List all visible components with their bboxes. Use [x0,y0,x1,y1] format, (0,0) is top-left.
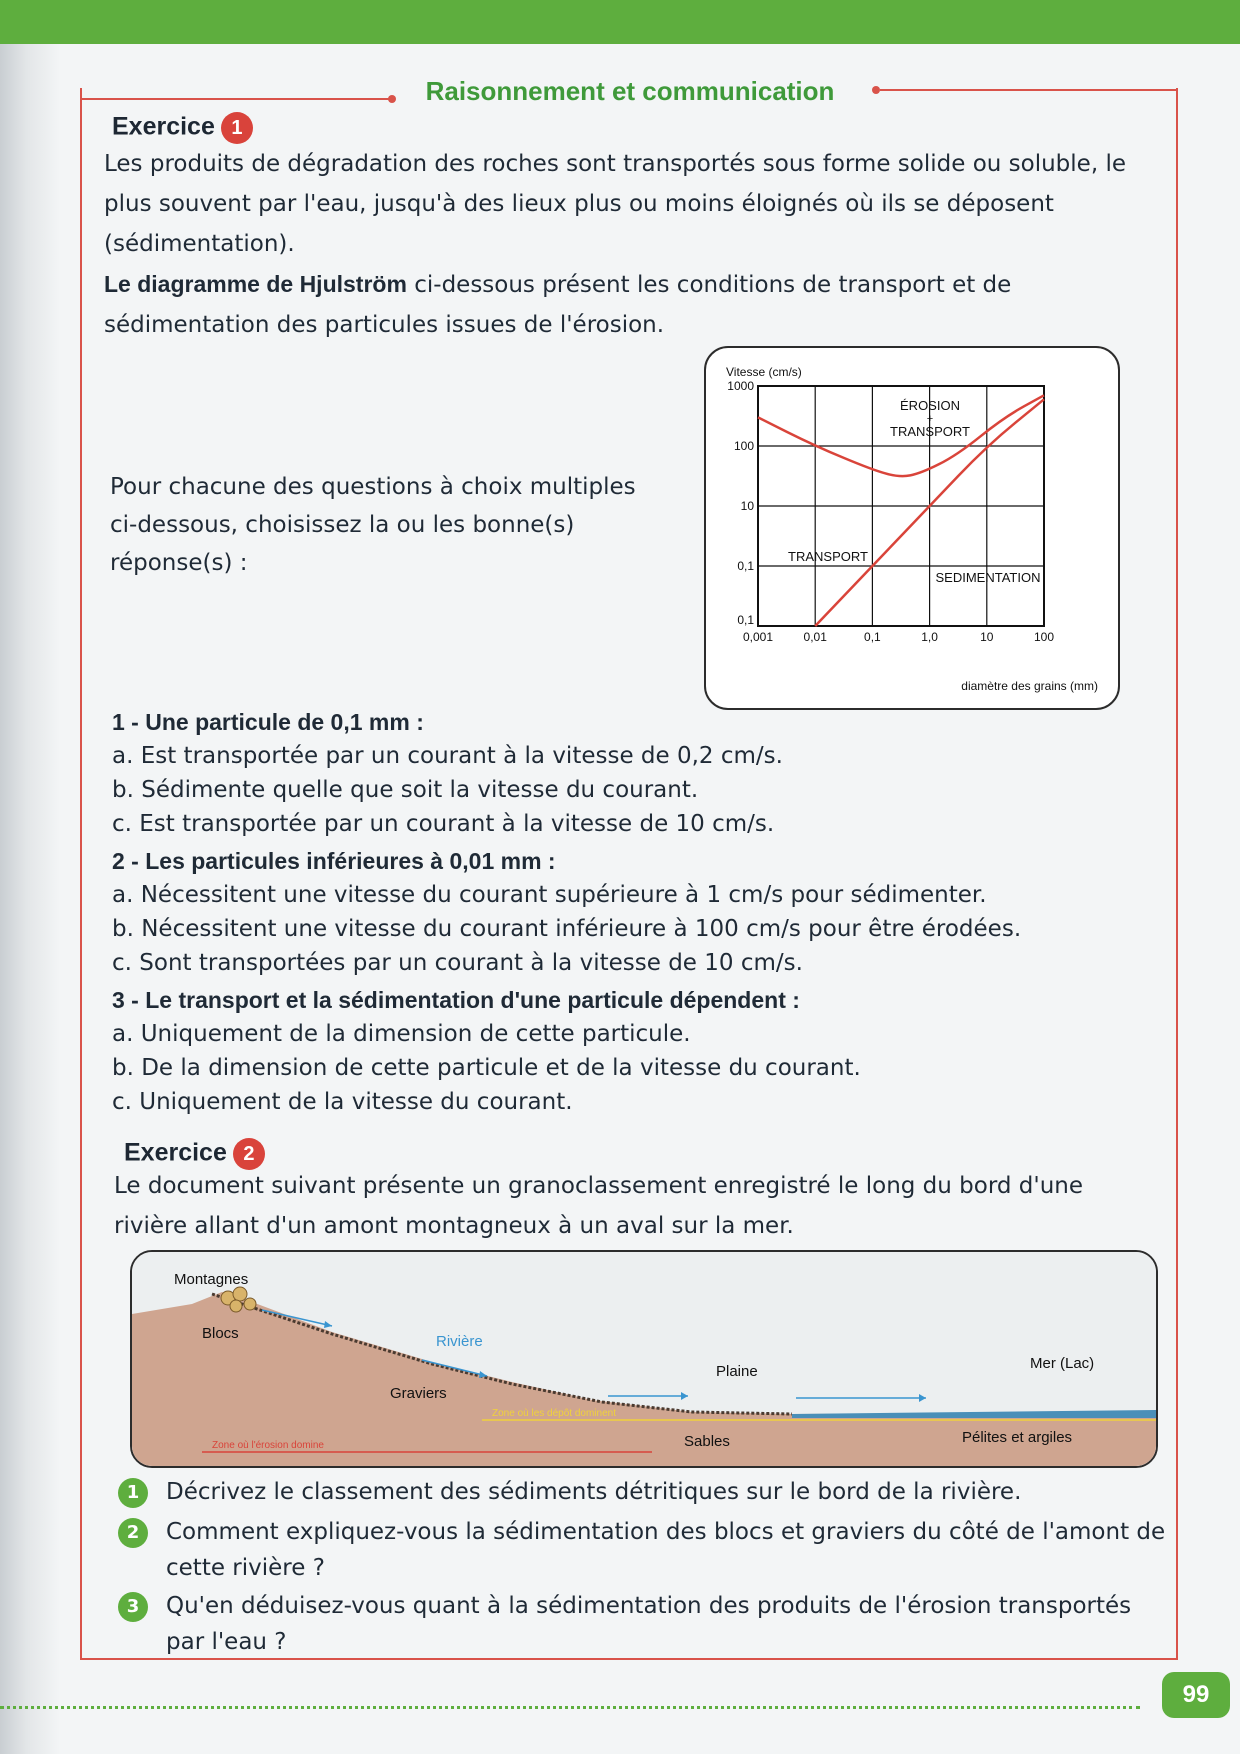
frame-top-right-rule [880,89,1178,91]
label-plain: Plaine [716,1363,758,1380]
label-gravel: Graviers [390,1385,447,1402]
question-text: Décrivez le classement des sédiments détritiques sur le bord de la rivière. [166,1479,1022,1505]
section-title: Raisonnement et communication [425,76,835,106]
label-blocks: Blocs [202,1325,239,1342]
exercise-2-intro: Le document suivant présente un granoclassement enregistré le long du bord d'une rivière allant d'un amont montagneux à un aval sur la mer. [114,1173,1084,1239]
exercise-1-title [112,112,253,144]
top-color-band [0,0,1240,44]
label-mountains: Montagnes [174,1271,249,1288]
river-profile-diagram [130,1250,1158,1468]
q3-title: 3 - Le transport et la sédimentation d'une particule dépendent : [112,987,800,1013]
label-erosion-zone: Zone où l'érosion domine [212,1440,324,1451]
q2-option-b: b. Nécessitent une vitesse du courant inférieure à 100 cm/s pour être érodées. [112,916,1022,942]
q3-option-b: b. De la dimension de cette particule et de la vitesse du courant. [112,1055,861,1081]
zone-erosion-transport-label: TRANSPORT [890,424,970,439]
hjulstrom-chart [706,348,1118,708]
diagram-intro-rest: ci-dessous présent les conditions de transport et de sédimentation des particules issues de l'érosion. [104,272,1012,338]
zone-transport-label: TRANSPORT [788,549,868,564]
diagram-intro [104,264,1104,345]
diagram-intro-bold: Le diagramme de Hjulström [104,271,407,297]
footer-dotted-rule [0,1706,1140,1709]
ex2-question-1 [118,1474,1158,1510]
x-tick-100: 100 [1033,630,1055,644]
label-deposit-zone: Zone où les dépôt dominent [492,1408,616,1419]
frame-top-left-rule [80,98,392,100]
question-number-badge: 2 [118,1518,148,1548]
q1-option-b: b. Sédimente quelle que soit la vitesse du courant. [112,777,699,803]
rule-dot-left [388,95,396,103]
q2-option-a: a. Nécessitent une vitesse du courant supérieure à 1 cm/s pour sédimenter. [112,882,987,908]
label-sea: Mer (Lac) [1030,1355,1095,1372]
x-tick-1: 1,0 [921,630,938,644]
book-spine-shadow [0,44,60,1754]
exercise-1-intro: Les produits de dégradation des roches sont transportés sous forme solide ou soluble, le plus souvent par l'eau, jusqu'à des lieux plus ou moins éloignés où ils se déposent (sédimentation). [104,151,1126,257]
q2-title: 2 - Les particules inférieures à 0,01 mm : [112,848,556,874]
zone-plus-label: + [926,413,934,425]
q3-option-a: a. Uniquement de la dimension de cette particule. [112,1021,691,1047]
x-tick-10: 10 [980,630,994,644]
q3-option-c: c. Uniquement de la vitesse du courant. [112,1089,573,1115]
x-tick-0001: 0,001 [742,630,774,644]
mcq-instruction: Pour chacune des questions à choix multiples ci-dessous, choisissez la ou les bonne(s) réponse(s) : [110,474,636,576]
zone-sedimentation-label: SEDIMENTATION [935,570,1041,585]
y-axis-label: Vitesse (cm/s) [726,365,802,379]
q1-option-a: a. Est transportée par un courant à la vitesse de 0,2 cm/s. [112,743,783,769]
ex2-question-2 [118,1514,1166,1586]
exercise-2-label: Exercice [124,1138,227,1167]
exercise-2-number-badge: 2 [233,1138,265,1170]
rule-dot-right [872,86,880,94]
exercise-1-label: Exercice [112,112,215,141]
q2-option-c: c. Sont transportées par un courant à la vitesse de 10 cm/s. [112,950,803,976]
hjulstrom-chart-frame [704,346,1120,710]
x-tick-001: 0,01 [803,630,827,644]
y-tick-1000: 1000 [727,379,754,393]
question-number-badge: 3 [118,1592,148,1622]
page-number: 99 [1162,1672,1230,1718]
y-tick-bottom: 0,1 [737,613,754,627]
x-tick-01: 0,1 [864,630,881,644]
x-axis-label: diamètre des grains (mm) [961,679,1098,693]
label-river: Rivière [436,1333,483,1350]
label-clay: Pélites et argiles [962,1429,1073,1446]
y-tick-100: 100 [733,439,754,453]
zone-erosion-label: ÉROSION [900,398,960,413]
exercise-1-number-badge: 1 [221,112,253,144]
y-tick-10: 10 [740,499,754,513]
river-profile-svg [132,1252,1156,1466]
q1-title: 1 - Une particule de 0,1 mm : [112,709,424,735]
q1-option-c: c. Est transportée par un courant à la vitesse de 10 cm/s. [112,811,775,837]
question-text: Qu'en déduisez-vous quant à la sédimentation des produits de l'érosion transportés par l'eau ? [166,1593,1132,1655]
question-number-badge: 1 [118,1478,148,1508]
label-sand: Sables [684,1433,730,1450]
question-text: Comment expliquez-vous la sédimentation des blocs et graviers du côté de l'amont de cette rivière ? [166,1519,1166,1581]
y-tick-1: 0,1 [737,559,754,573]
ex2-question-3 [118,1588,1166,1660]
